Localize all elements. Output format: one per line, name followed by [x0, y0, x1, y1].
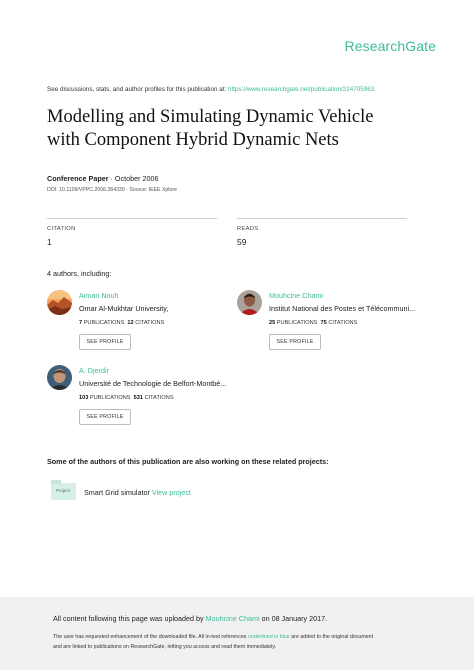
footer-notice-text-c: and are linked to publications on ResearchGate, letting you access and read them immediately.	[53, 644, 277, 650]
author-institution: Institut National des Postes et Télécommuni...	[269, 304, 416, 313]
footer-notice-text-a: The user has requested enhancement of the downloaded file. All in-text references	[53, 634, 248, 640]
author-avatar-aiman-nouh[interactable]	[47, 290, 72, 315]
see-discussions-text: See discussions, stats, and author profiles for this publication at:	[47, 86, 228, 93]
author-name[interactable]: Mouhcine Chami	[269, 291, 323, 300]
author-citations-label: CITATIONS	[328, 320, 358, 326]
related-projects-heading: Some of the authors of this publication are also working on these related projects:	[47, 457, 329, 466]
author-publications-label: PUBLICATIONS	[276, 320, 318, 326]
footer-notice-text-b: are added to the original document	[289, 634, 374, 640]
paper-type-date	[47, 174, 158, 183]
landscape-photo-icon	[47, 290, 72, 315]
uploader-link[interactable]: Mouhcine Chami	[205, 614, 260, 623]
author-institution: Omar Al-Mukhtar University,	[79, 304, 169, 313]
folder-tab	[51, 480, 61, 484]
see-profile-button[interactable]: SEE PROFILE	[79, 409, 131, 425]
paper-doi: DOI: 10.1109/VPPC.2006.364330 · Source: IEEE Xplore	[47, 187, 177, 193]
footer-upload-date: on 08 January 2017.	[259, 614, 328, 623]
author-publications-count: 103	[79, 395, 89, 401]
author-stats	[79, 320, 164, 326]
author-citations-label: CITATIONS	[135, 320, 165, 326]
author-avatar-mouhcine-chami[interactable]	[237, 290, 262, 315]
paper-title-line-1: Modelling and Simulating Dynamic Vehicle	[47, 107, 374, 127]
researchgate-logo[interactable]: ResearchGate	[344, 38, 436, 54]
footer-notice	[53, 632, 433, 652]
view-project-link[interactable]: View project	[151, 488, 191, 497]
paper-date: · October 2006	[108, 174, 159, 183]
citations-label: CITATION	[47, 226, 76, 232]
author-publications-count: 7	[79, 320, 83, 326]
publication-link[interactable]: https://www.researchgate.net/publication/224705963	[227, 86, 375, 93]
author-publications-label: PUBLICATIONS	[89, 395, 131, 401]
project-title: Smart Grid simulator	[84, 488, 152, 497]
footer-uploaded-line	[53, 614, 327, 623]
author-institution: Université de Technologie de Belfort-Montbé...	[79, 379, 227, 388]
author-name[interactable]: A. Djerdir	[79, 366, 109, 375]
author-avatar-a-djerdir[interactable]	[47, 365, 72, 390]
paper-type: Conference Paper	[47, 174, 109, 183]
underlined-blue-link[interactable]: underlined in blue	[247, 634, 290, 640]
reads-value: 59	[237, 237, 247, 247]
reads-divider	[237, 218, 407, 219]
footer-upload-prefix: All content following this page was uploaded by	[53, 614, 206, 623]
authors-heading: 4 authors, including:	[47, 269, 112, 278]
paper-title	[47, 106, 437, 152]
project-folder-icon[interactable]	[51, 483, 76, 500]
see-profile-button[interactable]: SEE PROFILE	[269, 334, 321, 350]
author-name[interactable]: Aiman Nouh	[79, 291, 119, 300]
paper-title-line-2: with Component Hybrid Dynamic Nets	[47, 130, 339, 150]
person-photo-icon	[47, 365, 72, 390]
see-discussions-line	[47, 86, 374, 93]
author-stats	[79, 395, 174, 401]
author-citations-label: CITATIONS	[144, 395, 174, 401]
project-icon-label: Project	[56, 488, 71, 493]
author-publications-label: PUBLICATIONS	[83, 320, 125, 326]
author-citations-count: 12	[127, 320, 134, 326]
see-profile-button[interactable]: SEE PROFILE	[79, 334, 131, 350]
author-publications-count: 25	[269, 320, 276, 326]
project-item	[84, 488, 191, 497]
reads-label: READS	[237, 226, 259, 232]
citations-value: 1	[47, 237, 52, 247]
author-citations-count: 531	[133, 395, 143, 401]
person-photo-icon	[237, 290, 262, 315]
citations-divider	[47, 218, 217, 219]
author-citations-count: 75	[320, 320, 327, 326]
author-stats	[269, 320, 357, 326]
